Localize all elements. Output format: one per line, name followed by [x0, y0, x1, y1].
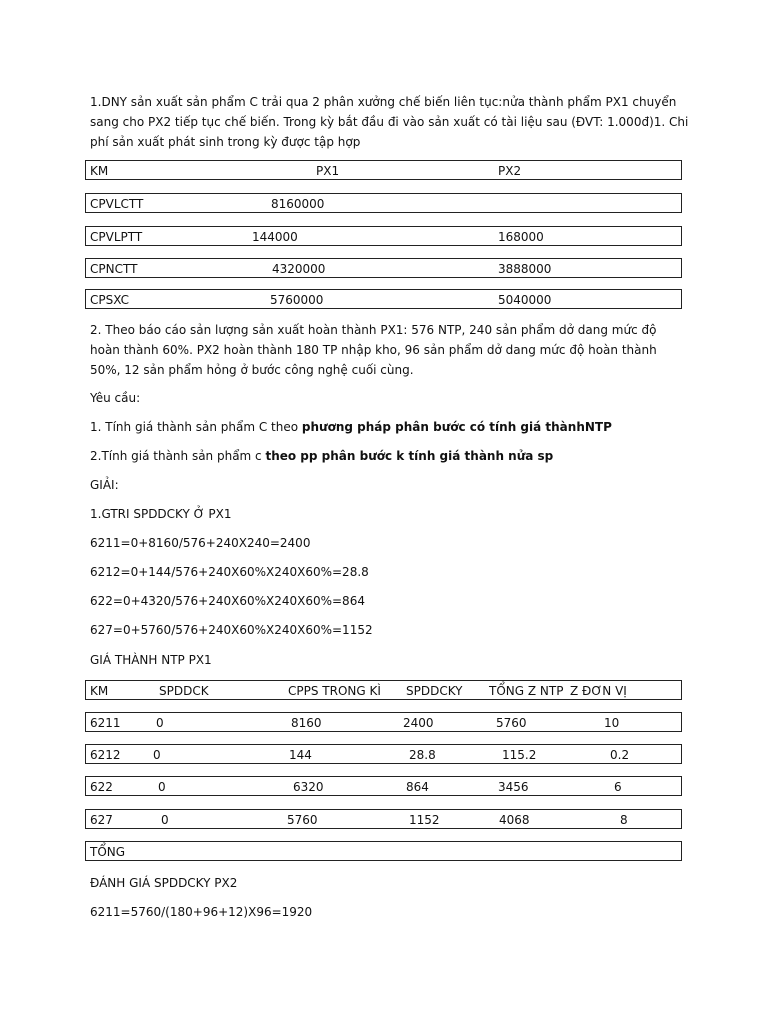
table2-cell: 0: [158, 780, 166, 794]
table1-cell: 5040000: [498, 293, 552, 307]
table-row: [85, 776, 682, 796]
table2-cell: 627: [90, 813, 113, 827]
calc-line: 6211=5760/(180+96+12)X96=1920: [90, 905, 313, 919]
table2-cell: 864: [406, 780, 429, 794]
calc-line: 627=0+5760/576+240X60%X240X60%=1152: [90, 623, 373, 637]
calc-line: 6211=0+8160/576+240X240=2400: [90, 536, 311, 550]
table2-cell: 6: [614, 780, 622, 794]
table2-cell: 8: [620, 813, 628, 827]
paragraph-2: 2. Theo báo cáo sản lượng sản xuất hoàn thành PX1: 576 NTP, 240 sản phẩm dở dang mức độ hoàn thành 60%. PX2 hoàn thành 180 TP nhập kho, 96 sản phẩm dở dang mức độ hoàn thành 50%, 12 sản phẩm hỏng ở bước công nghệ cuối cùng.: [90, 323, 657, 377]
table2-header-cell: CPPS TRONG KÌ: [288, 684, 381, 698]
table2-header-cell: SPDDCK: [159, 684, 209, 698]
calc-line: 6212=0+144/576+240X60%X240X60%=28.8: [90, 565, 369, 579]
table-row: [85, 258, 682, 278]
table2-header-cell: KM: [90, 684, 109, 698]
table-row: [85, 809, 682, 829]
table2-cell: 5760: [287, 813, 318, 827]
table2-cell: 8160: [291, 716, 322, 730]
table2-header-cell: SPDDCKY: [406, 684, 463, 698]
table2-cell: 4068: [499, 813, 530, 827]
table2-cell: 10: [604, 716, 620, 730]
table2-cell: 0: [153, 748, 161, 762]
table1-cell: CPVLCTT: [90, 197, 144, 211]
table2-cell: 0.2: [610, 748, 630, 762]
table1-header-px2: PX2: [498, 164, 522, 178]
gtri-title: 1.GTRI SPDDCKY Ở PX1: [90, 507, 232, 521]
table2-cell: 1152: [409, 813, 440, 827]
table2-header-row: [85, 680, 682, 700]
table1-cell: 3888000: [498, 262, 552, 276]
table2-cell: 0: [161, 813, 169, 827]
table2-cell: 6211: [90, 716, 121, 730]
danh-gia-title: ĐÁNH GIÁ SPDDCKY PX2: [90, 876, 238, 890]
requirement-1: [90, 419, 612, 435]
table-row: [85, 744, 682, 764]
table1-cell: 8160000: [271, 197, 325, 211]
table1-cell: 144000: [252, 230, 298, 244]
table1-cell: CPSXC: [90, 293, 129, 307]
table2-cell: 622: [90, 780, 113, 794]
intro-paragraph: 1.DNY sản xuất sản phẩm C trải qua 2 phân xưởng chế biến liên tục:nửa thành phẩm PX1 chuyển sang cho PX2 tiếp tục chế biến. Trong kỳ bắt đầu đi vào sản xuất có tài liệu sau (ĐVT: 1.000đ)1. Chi phí sản xuất phát sinh trong kỳ được tập hợp: [90, 95, 689, 149]
table-row: [85, 289, 682, 309]
table2-header-cell: Z ĐƠN VỊ: [570, 684, 627, 698]
table2-cell: 5760: [496, 716, 527, 730]
table-row: [85, 226, 682, 246]
table1-cell: CPVLPTT: [90, 230, 143, 244]
table1-cell: 168000: [498, 230, 544, 244]
table1-header-row: [85, 160, 682, 180]
table2-total-label: TỔNG: [90, 845, 126, 859]
calc-line: 622=0+4320/576+240X60%X240X60%=864: [90, 594, 365, 608]
table-row: [85, 193, 682, 213]
table1-cell: 4320000: [272, 262, 326, 276]
table2-cell: 2400: [403, 716, 434, 730]
requirement-2: [90, 448, 553, 464]
table2-header-cell: TỔNG Z NTP: [489, 684, 564, 698]
yeu-cau-label: Yêu cầu:: [90, 391, 141, 405]
requirement-1-bold: phương pháp phân bước có tính giá thànhNTP: [301, 420, 612, 434]
table2-cell: 6212: [90, 748, 121, 762]
table2-cell: 28.8: [409, 748, 436, 762]
table1-cell: CPNCTT: [90, 262, 138, 276]
table2-total-row: [85, 841, 682, 861]
requirement-2-text: 2.Tính giá thành sản phẩm c: [90, 449, 266, 463]
table2-cell: 3456: [498, 780, 529, 794]
table2-cell: 144: [289, 748, 312, 762]
table2-cell: 6320: [293, 780, 324, 794]
table1-header-px1: PX1: [316, 164, 340, 178]
table1-cell: 5760000: [270, 293, 324, 307]
requirement-1-text: 1. Tính giá thành sản phẩm C theo: [90, 420, 302, 434]
table2-cell: 115.2: [502, 748, 537, 762]
giai-label: GIẢI:: [90, 478, 119, 492]
gia-thanh-title: GIÁ THÀNH NTP PX1: [90, 653, 212, 667]
table2-cell: 0: [156, 716, 164, 730]
table-row: [85, 712, 682, 732]
requirement-2-bold: theo pp phân bước k tính giá thành nửa sp: [265, 449, 554, 463]
table1-header-km: KM: [90, 164, 109, 178]
